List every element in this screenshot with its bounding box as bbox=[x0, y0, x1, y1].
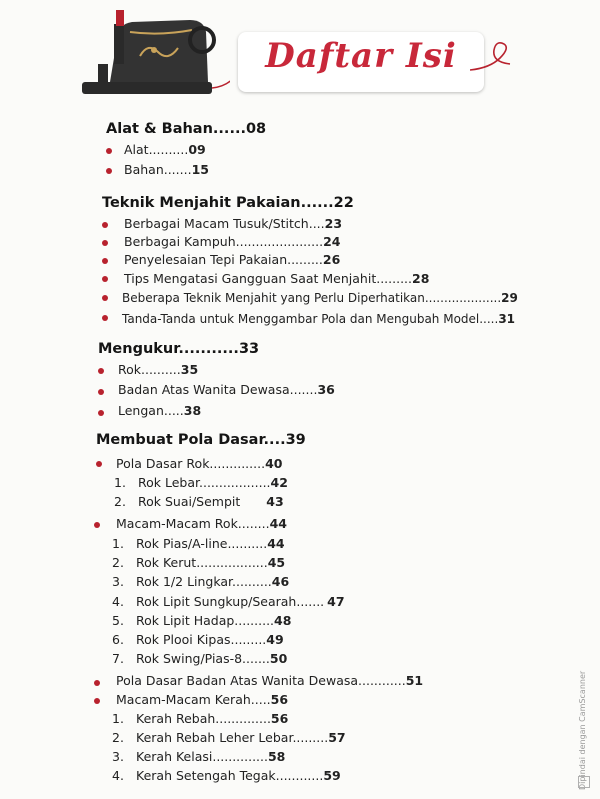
item-number: 6. bbox=[112, 632, 124, 647]
title-banner bbox=[238, 32, 484, 92]
toc-item-label: Kerah Rebah Leher Lebar......... bbox=[136, 730, 329, 745]
watermark-logo-icon bbox=[578, 776, 590, 788]
page-number: 57 bbox=[328, 730, 346, 745]
bullet-icon bbox=[94, 522, 100, 528]
section-heading[interactable] bbox=[96, 431, 306, 449]
toc-item-label: Macam-Macam Rok........ bbox=[116, 516, 270, 531]
section-title: Mengukur........... bbox=[98, 341, 239, 357]
toc-item-label: Rok Lebar.................. bbox=[138, 475, 271, 490]
toc-item-label: Rok Lipit Hadap.......... bbox=[136, 613, 275, 628]
toc-item-label: Tips Mengatasi Gangguan Saat Menjahit......... bbox=[124, 271, 412, 286]
item-number: 1. bbox=[114, 475, 126, 490]
page-number: 56 bbox=[270, 692, 289, 707]
toc-item-label: Berbagai Kampuh...................... bbox=[124, 234, 324, 249]
header bbox=[0, 0, 600, 110]
toc-subitem[interactable] bbox=[138, 475, 288, 491]
page-number: 44 bbox=[269, 516, 287, 531]
bullet-icon bbox=[106, 168, 112, 174]
bullet-icon bbox=[98, 368, 104, 374]
page-number: 39 bbox=[285, 432, 306, 448]
toc-item-label: Kerah Setengah Tegak............ bbox=[136, 768, 324, 783]
page-number: 33 bbox=[238, 341, 260, 357]
toc-item[interactable] bbox=[118, 382, 335, 398]
bullet-icon bbox=[102, 258, 108, 264]
page-number: 23 bbox=[324, 216, 343, 231]
page-number: 49 bbox=[266, 632, 284, 647]
toc-subitem[interactable] bbox=[136, 613, 291, 629]
bullet-icon bbox=[98, 410, 104, 416]
toc-item-label: Pola Dasar Rok.............. bbox=[116, 456, 266, 471]
page-number: 51 bbox=[405, 673, 424, 688]
sewing-machine-icon bbox=[80, 6, 230, 98]
toc-subitem[interactable] bbox=[136, 632, 284, 648]
item-number: 7. bbox=[112, 651, 124, 666]
toc-item-label: Lengan..... bbox=[118, 403, 184, 418]
item-number: 2. bbox=[112, 555, 124, 570]
page-number: 24 bbox=[323, 234, 341, 249]
toc-subitem[interactable] bbox=[136, 768, 341, 784]
toc-item-label: Pola Dasar Badan Atas Wanita Dewasa............ bbox=[116, 673, 406, 688]
page-number: 08 bbox=[245, 121, 267, 137]
toc-item-label: Badan Atas Wanita Dewasa....... bbox=[118, 382, 318, 397]
page-number: 44 bbox=[267, 536, 285, 551]
section-title: Alat & Bahan...... bbox=[106, 121, 246, 137]
toc-item[interactable] bbox=[122, 290, 518, 306]
toc-item[interactable] bbox=[124, 252, 340, 268]
bullet-icon bbox=[96, 461, 102, 467]
thread-swirl-icon bbox=[470, 40, 520, 80]
page-number: 36 bbox=[317, 382, 335, 397]
toc-item[interactable] bbox=[124, 234, 340, 250]
toc-item-label: Bahan....... bbox=[124, 162, 192, 177]
section-title: Teknik Menjahit Pakaian...... bbox=[102, 195, 334, 211]
toc-subitem[interactable] bbox=[138, 494, 284, 510]
item-number: 4. bbox=[112, 768, 124, 783]
bullet-icon bbox=[106, 148, 112, 154]
bullet-icon bbox=[102, 222, 108, 228]
item-number: 4. bbox=[112, 594, 124, 609]
page-number: 47 bbox=[327, 594, 345, 609]
page-number: 40 bbox=[265, 456, 283, 471]
page-number: 38 bbox=[183, 403, 202, 418]
toc-group[interactable] bbox=[116, 692, 288, 708]
item-number: 3. bbox=[112, 574, 124, 589]
toc-item-label: Rok Swing/Pias-8....... bbox=[136, 651, 270, 666]
toc-item[interactable] bbox=[124, 142, 206, 158]
toc-item[interactable] bbox=[124, 271, 429, 287]
section-title: Membuat Pola Dasar.... bbox=[96, 432, 286, 448]
toc-item[interactable] bbox=[122, 311, 515, 327]
bullet-icon bbox=[102, 315, 108, 321]
toc-item-label: Kerah Kelasi.............. bbox=[136, 749, 268, 764]
page-number: 28 bbox=[412, 271, 430, 286]
toc-item-label: Alat.......... bbox=[124, 142, 189, 157]
toc-subitem[interactable] bbox=[136, 730, 346, 746]
page-number: 59 bbox=[323, 768, 341, 783]
toc-subitem[interactable] bbox=[136, 651, 287, 667]
toc-item-label: Berbagai Macam Tusuk/Stitch.... bbox=[124, 216, 325, 231]
toc-item-label: Tanda-Tanda untuk Menggambar Pola dan Mengubah Model..... bbox=[122, 312, 499, 326]
toc-subitem[interactable] bbox=[136, 574, 289, 590]
bullet-icon bbox=[102, 276, 108, 282]
page-number: 35 bbox=[180, 362, 199, 377]
page-number: 48 bbox=[274, 613, 292, 628]
page-number: 46 bbox=[271, 574, 290, 589]
page-number: 29 bbox=[501, 291, 518, 305]
page-title: Daftar Isi bbox=[265, 36, 457, 76]
toc-item-label: Penyelesaian Tepi Pakaian......... bbox=[124, 252, 323, 267]
toc-item-label: Rok Kerut.................. bbox=[136, 555, 268, 570]
toc-subitem[interactable] bbox=[136, 536, 285, 552]
toc-item-label: Rok.......... bbox=[118, 362, 181, 377]
toc-item-label: Rok Suai/Sempit bbox=[138, 494, 241, 509]
toc-item[interactable] bbox=[118, 362, 198, 378]
toc-item-label: Rok 1/2 Lingkar.......... bbox=[136, 574, 272, 589]
page-number: 22 bbox=[333, 195, 354, 211]
page-number: 50 bbox=[269, 651, 288, 666]
toc-group[interactable] bbox=[116, 516, 287, 532]
toc-subitem[interactable] bbox=[136, 749, 285, 765]
page-number: 58 bbox=[267, 749, 286, 764]
page-number: 26 bbox=[322, 252, 341, 267]
toc-item-label: Beberapa Teknik Menjahit yang Perlu Diperhatikan.................... bbox=[122, 291, 502, 305]
page-number: 31 bbox=[498, 312, 516, 326]
toc-item-label: Rok Pias/A-line.......... bbox=[136, 536, 268, 551]
page-number: 56 bbox=[270, 711, 289, 726]
bullet-icon bbox=[94, 698, 100, 704]
bullet-icon bbox=[98, 389, 104, 395]
page-number: 15 bbox=[191, 162, 209, 177]
toc-item-label: Macam-Macam Kerah..... bbox=[116, 692, 271, 707]
toc-group[interactable] bbox=[116, 456, 282, 472]
toc-item[interactable] bbox=[124, 216, 342, 232]
page-number: 45 bbox=[267, 555, 286, 570]
toc-item[interactable] bbox=[124, 162, 209, 178]
page-number: 09 bbox=[188, 142, 206, 157]
item-number: 3. bbox=[112, 749, 124, 764]
toc-item-label: Kerah Rebah.............. bbox=[136, 711, 271, 726]
toc-item-label: Rok Plooi Kipas......... bbox=[136, 632, 267, 647]
page-number: 43 bbox=[266, 494, 284, 509]
toc-subitem[interactable] bbox=[136, 555, 285, 571]
item-number: 5. bbox=[112, 613, 124, 628]
bullet-icon bbox=[94, 680, 100, 686]
toc-group[interactable] bbox=[116, 673, 423, 689]
item-number: 1. bbox=[112, 711, 124, 726]
toc-subitem[interactable] bbox=[136, 594, 345, 610]
item-number: 2. bbox=[112, 730, 124, 745]
bullet-icon bbox=[102, 295, 108, 301]
section-heading[interactable] bbox=[106, 120, 266, 138]
section-heading[interactable] bbox=[98, 340, 259, 358]
page-number: 42 bbox=[270, 475, 288, 490]
scanner-watermark: Dipindai dengan CamScanner bbox=[578, 670, 587, 790]
item-number: 1. bbox=[112, 536, 124, 551]
toc-item-label: Rok Lipit Sungkup/Searah....... bbox=[136, 594, 325, 609]
item-number: 2. bbox=[114, 494, 126, 509]
toc-subitem[interactable] bbox=[136, 711, 288, 727]
section-heading[interactable] bbox=[102, 194, 354, 212]
bullet-icon bbox=[102, 240, 108, 246]
toc-item[interactable] bbox=[118, 403, 201, 419]
